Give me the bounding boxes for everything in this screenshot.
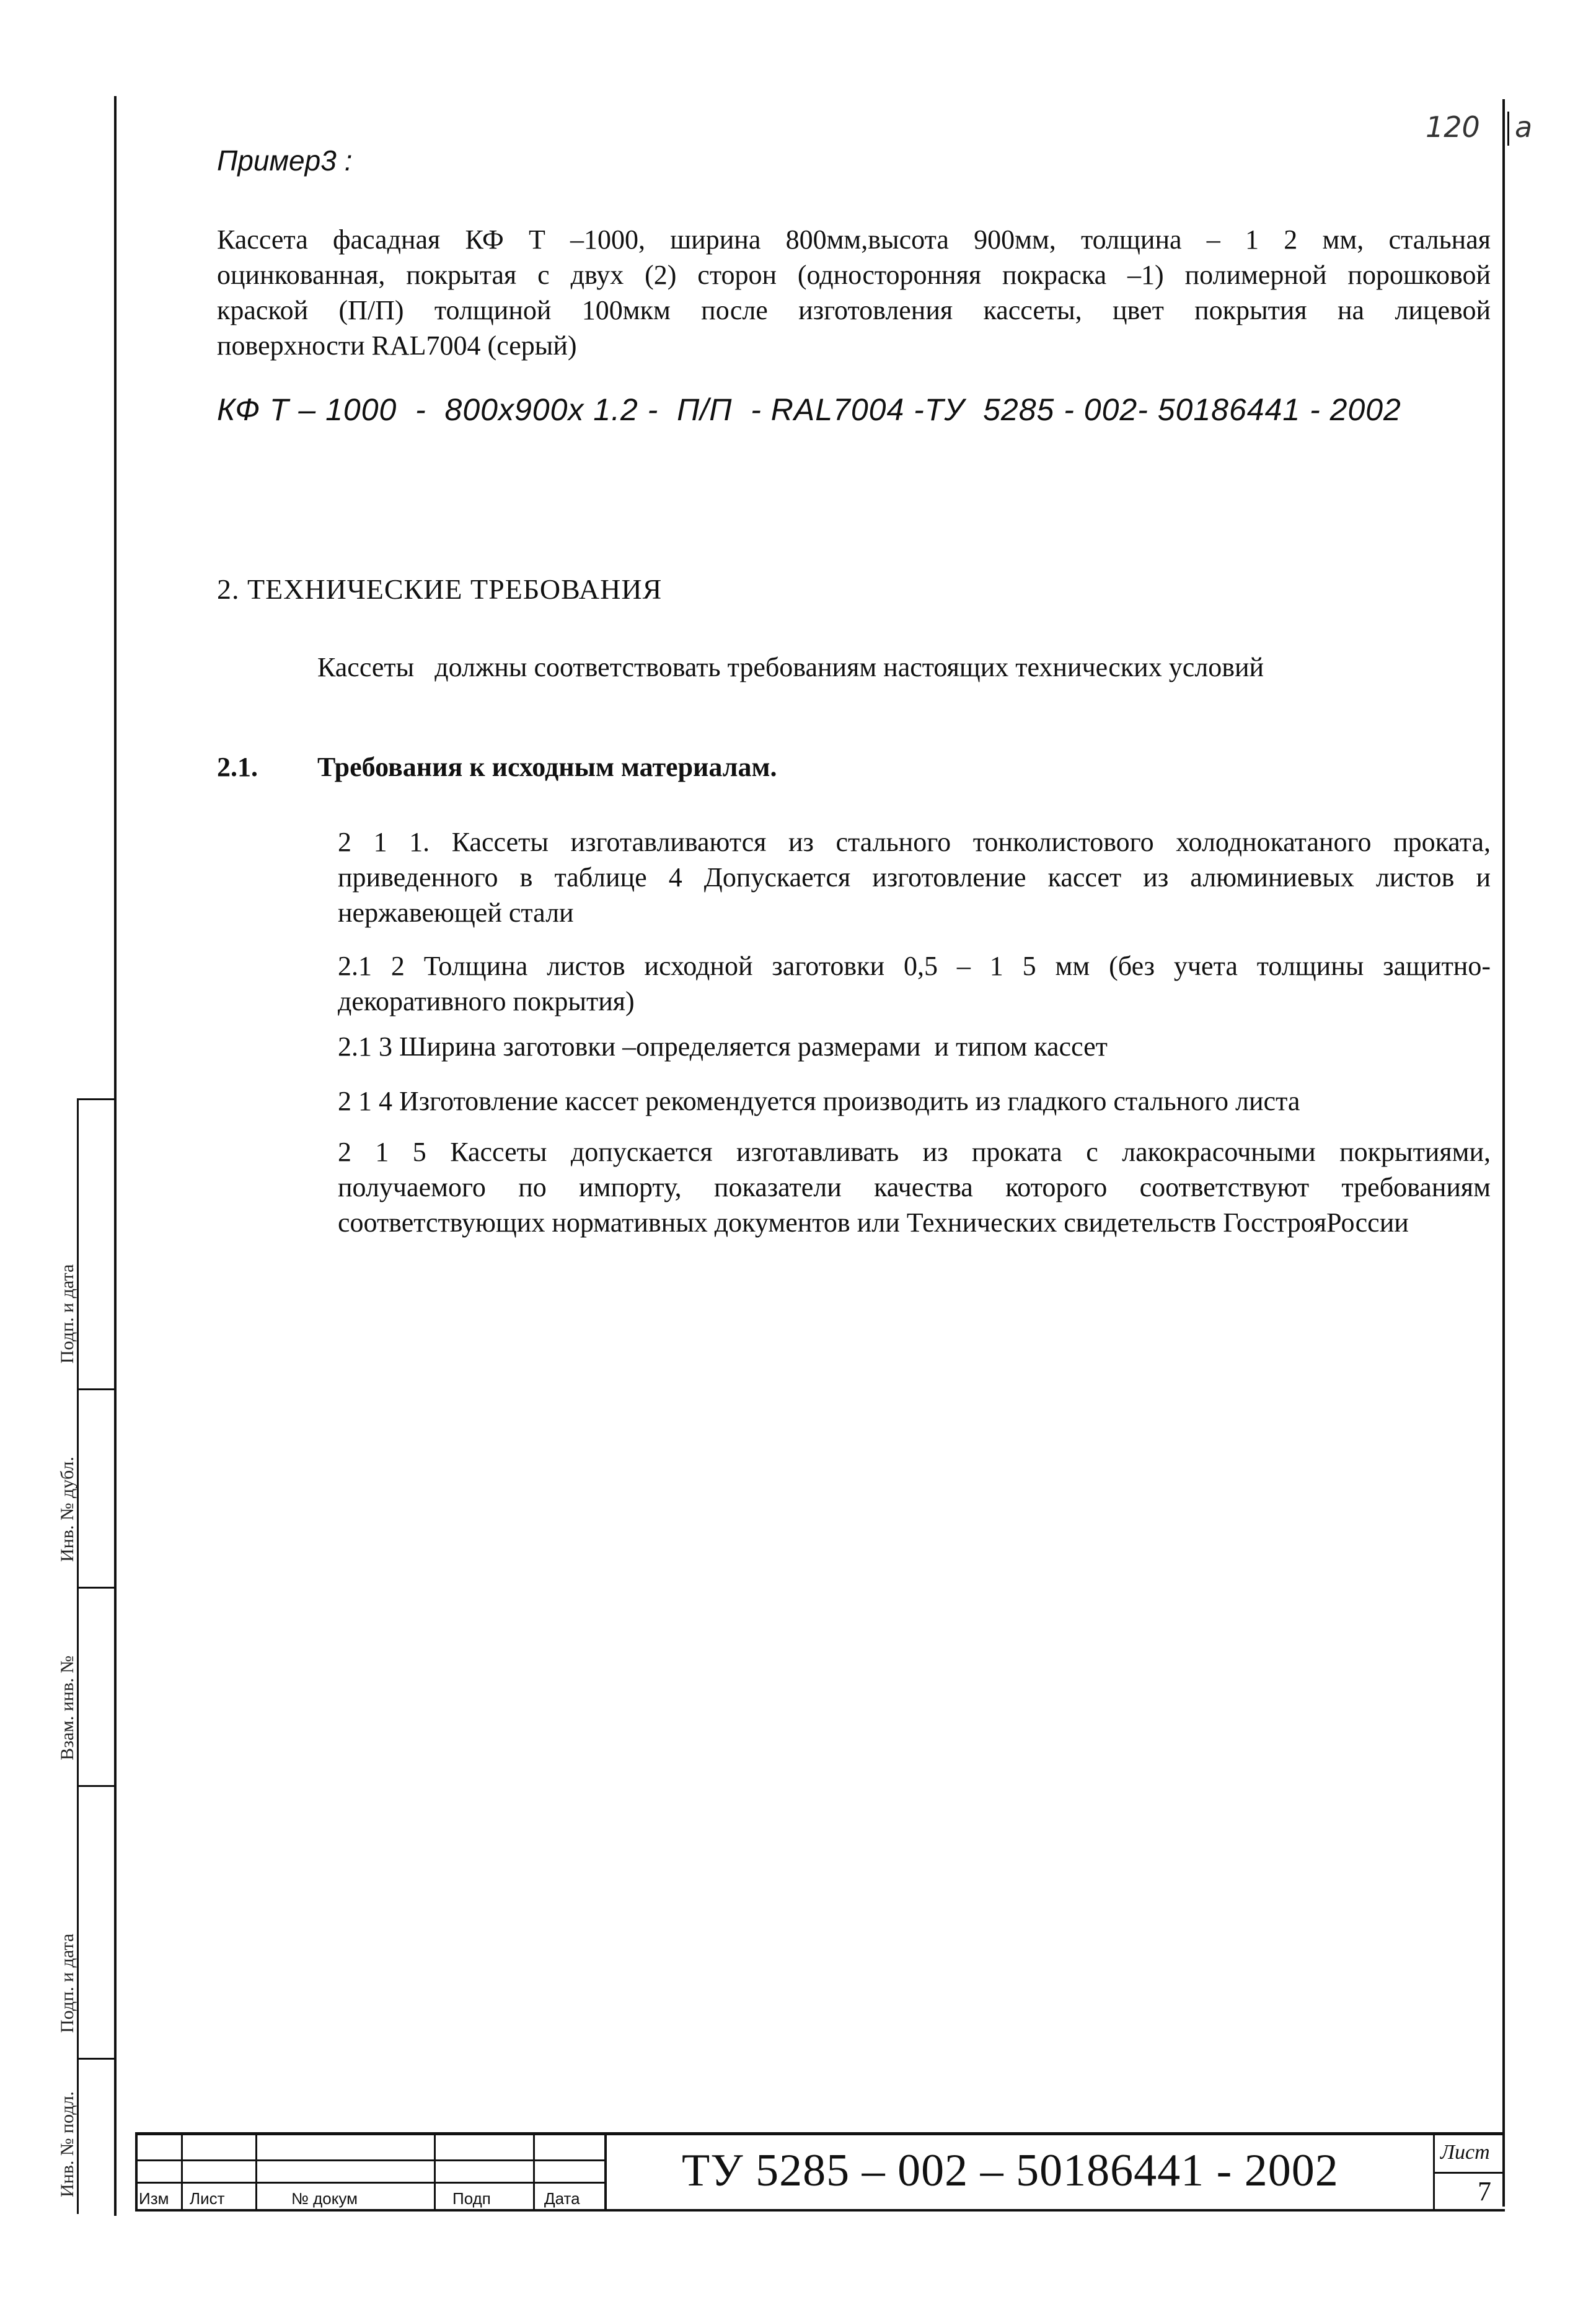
revision-row-rule	[135, 2182, 606, 2184]
requirement-item-2-1-4	[338, 1083, 1491, 1119]
side-stamp-rule	[77, 1587, 114, 1589]
col-label-sign: Подп	[452, 2189, 491, 2208]
frame-right-line	[1502, 99, 1505, 2207]
page-number-mark: 120	[1426, 110, 1480, 144]
subsection-title: Требования к исходным материалам.	[317, 752, 777, 782]
example-label: Пример3 :	[217, 144, 353, 177]
side-label-inv-dup: Инв. № дубл.	[57, 1457, 77, 1562]
example-line: оцинкованная, покрытая с двух (2) сторон (односторонняя покраска –1) полимерной порошковой	[217, 260, 1491, 290]
col-divider	[434, 2132, 436, 2212]
item-line: приведенного в таблице 4 Допускается изготовление кассет из алюминиевых листов и	[338, 862, 1491, 893]
side-label-inv-orig: Инв. № подл.	[57, 2091, 77, 2197]
frame-left-line	[114, 96, 117, 2216]
col-label-list: Лист	[190, 2189, 225, 2208]
document-code: ТУ 5285 – 002 – 50186441 - 2002	[682, 2145, 1339, 2196]
item-line: соответствующих нормативных документов или Технических свидетельств ГосстрояРоссии	[338, 1207, 1409, 1238]
sheet-number: 7	[1478, 2176, 1491, 2207]
col-label-izm: Изм	[139, 2189, 169, 2208]
item-line: получаемого по импорту, показатели качества которого соответствуют требованиям	[338, 1172, 1491, 1202]
col-divider	[181, 2132, 183, 2212]
side-label-replace-inv: Взам. инв. №	[57, 1655, 77, 1760]
page-number-suffix: a	[1515, 110, 1533, 144]
section-heading: 2. ТЕХНИЧЕСКИЕ ТРЕБОВАНИЯ	[217, 573, 663, 605]
item-line: 2 1 1. Кассеты изготавливаются из стального тонколистового холоднокатаного проката,	[338, 827, 1491, 857]
item-line: 2 1 4 Изготовление кассет рекомендуется производить из гладкого стального листа	[338, 1086, 1300, 1116]
item-line: декоративного покрытия)	[338, 986, 635, 1016]
col-divider	[255, 2132, 257, 2212]
side-label-sign-date-1: Подп. и дата	[57, 1933, 77, 2033]
col-divider	[604, 2132, 607, 2212]
requirement-item-2-1-2	[338, 948, 1491, 1019]
side-stamp-rule	[77, 2058, 114, 2060]
page-number-divider	[1507, 112, 1509, 146]
section-intro: Кассеты должны соответствовать требованиям настоящих технических условий	[317, 652, 1264, 682]
revision-row-rule	[135, 2159, 606, 2161]
requirement-item-2-1-3	[338, 1029, 1491, 1064]
title-block-top-rule	[135, 2132, 1505, 2135]
example-line: Кассета фасадная КФ Т –1000, ширина 800мм,высота 900мм, толщина – 1 2 мм, стальная	[217, 224, 1491, 255]
sheet-cell-rule	[1433, 2172, 1502, 2174]
sheet-label: Лист	[1440, 2141, 1490, 2164]
requirement-item-2-1-5	[338, 1134, 1491, 1240]
example-line: поверхности RAL7004 (серый)	[217, 330, 577, 361]
example-line: краской (П/П) толщиной 100мкм после изготовления кассеты, цвет покрытия на лицевой	[217, 295, 1491, 325]
side-label-sign-date-2: Подп. и дата	[57, 1264, 77, 1364]
subsection-number: 2.1.	[217, 752, 258, 782]
col-label-doc-num: № докум	[291, 2189, 358, 2208]
item-line: 2.1 2 Толщина листов исходной заготовки 0,5 – 1 5 мм (без учета толщины защитно-	[338, 951, 1491, 981]
product-designation: КФ Т – 1000 - 800х900х 1.2 - П/П - RAL7004 -ТУ 5285 - 002- 50186441 - 2002	[217, 392, 1401, 427]
item-line: 2 1 5 Кассеты допускается изготавливать из проката с лакокрасочными покрытиями,	[338, 1137, 1491, 1167]
side-stamp-rule	[77, 1785, 114, 1787]
example-paragraph	[217, 222, 1491, 363]
title-block-bottom-rule	[135, 2209, 1505, 2212]
item-line: нержавеющей стали	[338, 897, 574, 928]
col-label-date: Дата	[544, 2189, 580, 2208]
side-stamp-rule	[77, 1388, 114, 1390]
col-divider	[533, 2132, 535, 2212]
title-block-left-edge	[135, 2132, 138, 2212]
requirement-item-2-1-1	[338, 824, 1491, 930]
item-line: 2.1 3 Ширина заготовки –определяется размерами и типом кассет	[338, 1031, 1108, 1062]
side-stamp-rule	[77, 1098, 114, 1100]
